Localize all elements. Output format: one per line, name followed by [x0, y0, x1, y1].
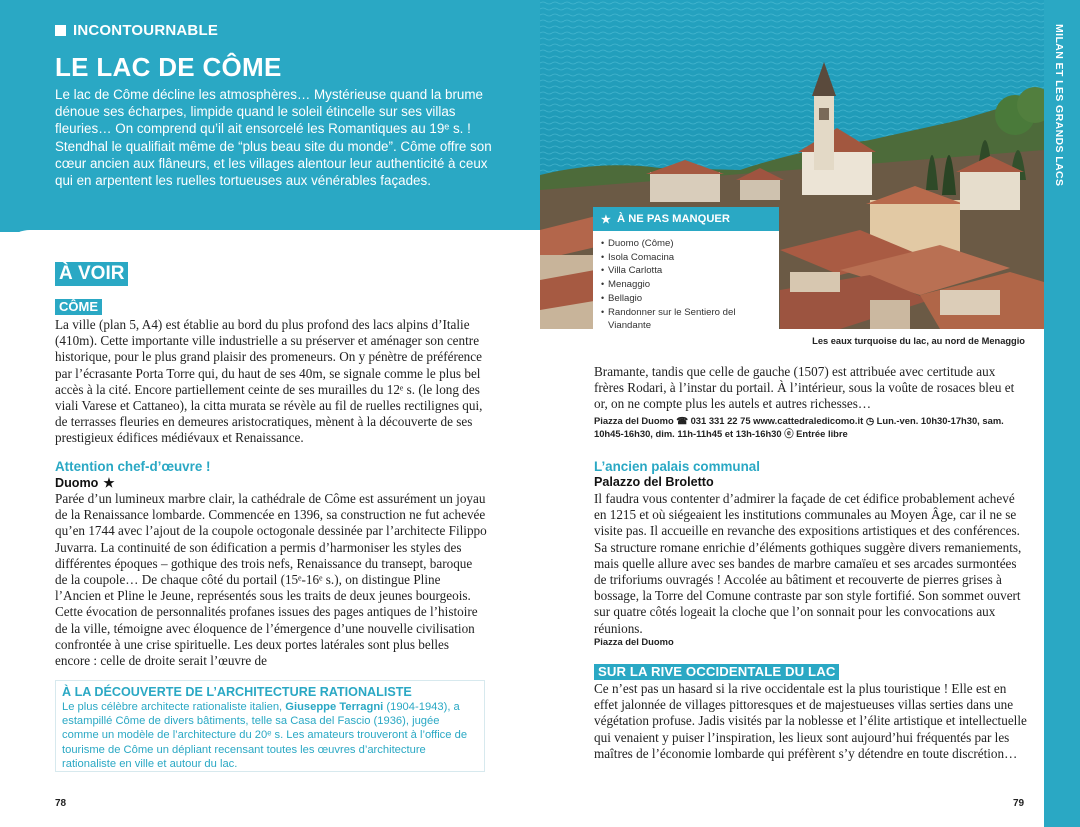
attention-heading: Attention chef-d’œuvre ! — [55, 459, 211, 474]
list-item: • Isola Comacina — [601, 251, 779, 265]
paragraph-duomo-continued: Bramante, tandis que celle de gauche (1507) est attribuée avec certitude aux frères Rodari, à l’instar du portail. À l’intérieur, sous la voûte de rosaces bleu et or, on ne compte plus les autels et autres richesses… — [594, 364, 1015, 412]
broletto-heading: Palazzo del Broletto — [594, 475, 714, 489]
kicker — [55, 22, 218, 39]
paragraph-come: La ville (plan 5, A4) est établie au bord du plus profond des lacs alpins d’Italie (410m). Cette importante ville industrielle a su préserver et aménager son centre historique, pour le plus grand plaisir des promeneurs. On y pénètre de préférence par l’écrasante Porta Torre qui, du haut de ses 40m, se signale comme le plus bel accès à la cité. Encore partiellement ceinte de ses murailles du 12ᵉ s. (le long des viali Varese et Cattaneo), la citta murata se révèle au fil de ruelles rectilignes qui, de terrasses fleuries en demeures aristocratiques, mènent à la découverte de ses prestigieux édifices médiévaux et Renaissance. — [55, 317, 483, 446]
paragraph-broletto: Il faudra vous contenter d’admirer la façade de cet édifice probablement achevé en 1215 et où siégeaient les institutions communales au Moyen Âge, car il ne se visite pas. Il accueille en revanche des expositions artistiques et des conférences. Sa structure romane enrichie d’éléments gothiques suggère divers remaniements, mais quelle allure avec ses bandes de marbre camaïeu et ses arcades surmontées de triforiums ouvragés ! Accolée au bâtiment et recouverte de pierres grises à bossage, la Torre del Comune contraste par son style fortifié. Son sommet ouvert sur quatre côtés logeait la cloche que l’on sonnait pour les convocations aux réunions. — [594, 491, 1022, 636]
kicker-label: INCONTOURNABLE — [73, 22, 219, 39]
page-number-left: 78 — [55, 798, 67, 809]
list-item: • Randonner sur le Sentiero del Viandante — [601, 306, 779, 333]
duomo-heading — [55, 475, 115, 490]
city-label-come: CÔME — [55, 299, 102, 315]
intro-paragraph: Le lac de Côme décline les atmosphères… Mystérieuse quand la brume dénoue ses écharpes, limpide quand le soleil étincelle sur ses villas fleuries… On comprend qu’il ait ensorcelé les Romantiques au 19ᵉ s. ! Stendhal le qualifiait même de “plus beau site du monde”. Côme offre son cœur ancien aux flâneurs, et les villages alentour leur authenticité à ceux qui en arpentent les ruelles tortueuses aux vénérables façades. — [55, 87, 492, 189]
star-icon: ★ — [601, 213, 612, 226]
paragraph-duomo: Parée d’un lumineux marbre clair, la cathédrale de Côme est assurément un joyau de la Renaissance lombarde. Commencée en 1396, sa construction ne fut achevée qu’en 1744 avec l’ajout de la coupole octogonale dessinée par l’architecte Filippo Juvarra. La continuité de son édification a permis d’harmoniser les styles des différentes époques – gothique des trois nefs, Renaissance du transept, baroque de la coupole… De chaque côté du portail (15ᵉ-16ᵉ s.), on distingue Pline l’Ancien et Pline le Jeune, représentés sous les traits de deux jeunes bourgeois. Cette évocation de personnalités profanes issues des pages antiques de l’histoire de la ville, témoigne avec éloquence de l’émergence d’une nouvelle civilisation confrontée à une crise spirituelle. Les deux portes latérales sont plus belles encore : celle de droite serait l’œuvre de — [55, 491, 487, 669]
architecture-box-text — [62, 700, 478, 771]
palais-heading: L’ancien palais communal — [594, 459, 760, 474]
page-title: LE LAC DE CÔME — [55, 52, 282, 82]
architecture-box-title: À LA DÉCOUVERTE DE L’ARCHITECTURE RATIONALISTE — [62, 685, 412, 699]
must-see-header — [593, 207, 779, 231]
square-bullet-icon — [55, 25, 66, 36]
duomo-practical-info: Piazza del Duomo ☎ 031 331 22 75 www.cattedraledicomo.it ◷ Lun.-ven. 10h30-17h30, sam. 10h45-16h30, dim. 11h-11h45 et 13h-16h30 ⓔ Entrée libre — [594, 415, 1004, 440]
chapter-side-label: MILAN ET LES GRANDS LACS — [1053, 24, 1065, 187]
list-item: • Duomo (Côme) — [601, 237, 779, 251]
architecture-box-text-2: (1904-1943), a estampillé Côme de divers bâtiments, telle sa Casa del Fascio (1936), jugée comme un modèle de l’architecture du 20ᵉ s. Les amateurs trouveront à l’office de tourisme de Côme un dépliant recensant toutes les œuvres d’architecture rationaliste en ville et autour du lac. — [62, 701, 468, 770]
star-icon: ★ — [103, 476, 115, 490]
must-see-title: À NE PAS MANQUER — [617, 213, 730, 225]
must-see-list — [593, 231, 779, 333]
architecture-box — [55, 680, 485, 772]
list-item: • Bellagio — [601, 292, 779, 306]
broletto-practical-info: Piazza del Duomo — [594, 636, 674, 647]
page-number-right: 79 — [1013, 798, 1025, 809]
section-label-rive-occidentale: SUR LA RIVE OCCIDENTALE DU LAC — [594, 664, 839, 680]
header-curve — [0, 230, 540, 260]
duomo-name: Duomo — [55, 475, 99, 490]
list-item: • Menaggio — [601, 278, 779, 292]
paragraph-rive: Ce n’est pas un hasard si la rive occidentale est la plus touristique ! Elle est en effet jalonnée de villages pittoresques et de majestueuses villas serties dans une végétation profuse. Jadis visités par la noblesse et l’élite artistique et intellectuelle qui venaient y puiser l’inspiration, les lieux sont aujourd’hui fréquentés par les maîtres de l’économie lombarde qui préfèrent s’y détendre en toute discrétion… — [594, 681, 1027, 761]
architect-name: Giuseppe Terragni — [285, 701, 384, 713]
list-item: • Villa Carlotta — [601, 264, 779, 278]
photo-caption: Les eaux turquoise du lac, au nord de Menaggio — [812, 336, 1025, 346]
section-label-a-voir: À VOIR — [55, 262, 128, 286]
must-see-box — [593, 207, 779, 332]
architecture-box-text-1: Le plus célèbre architecte rationaliste italien, — [62, 701, 286, 713]
